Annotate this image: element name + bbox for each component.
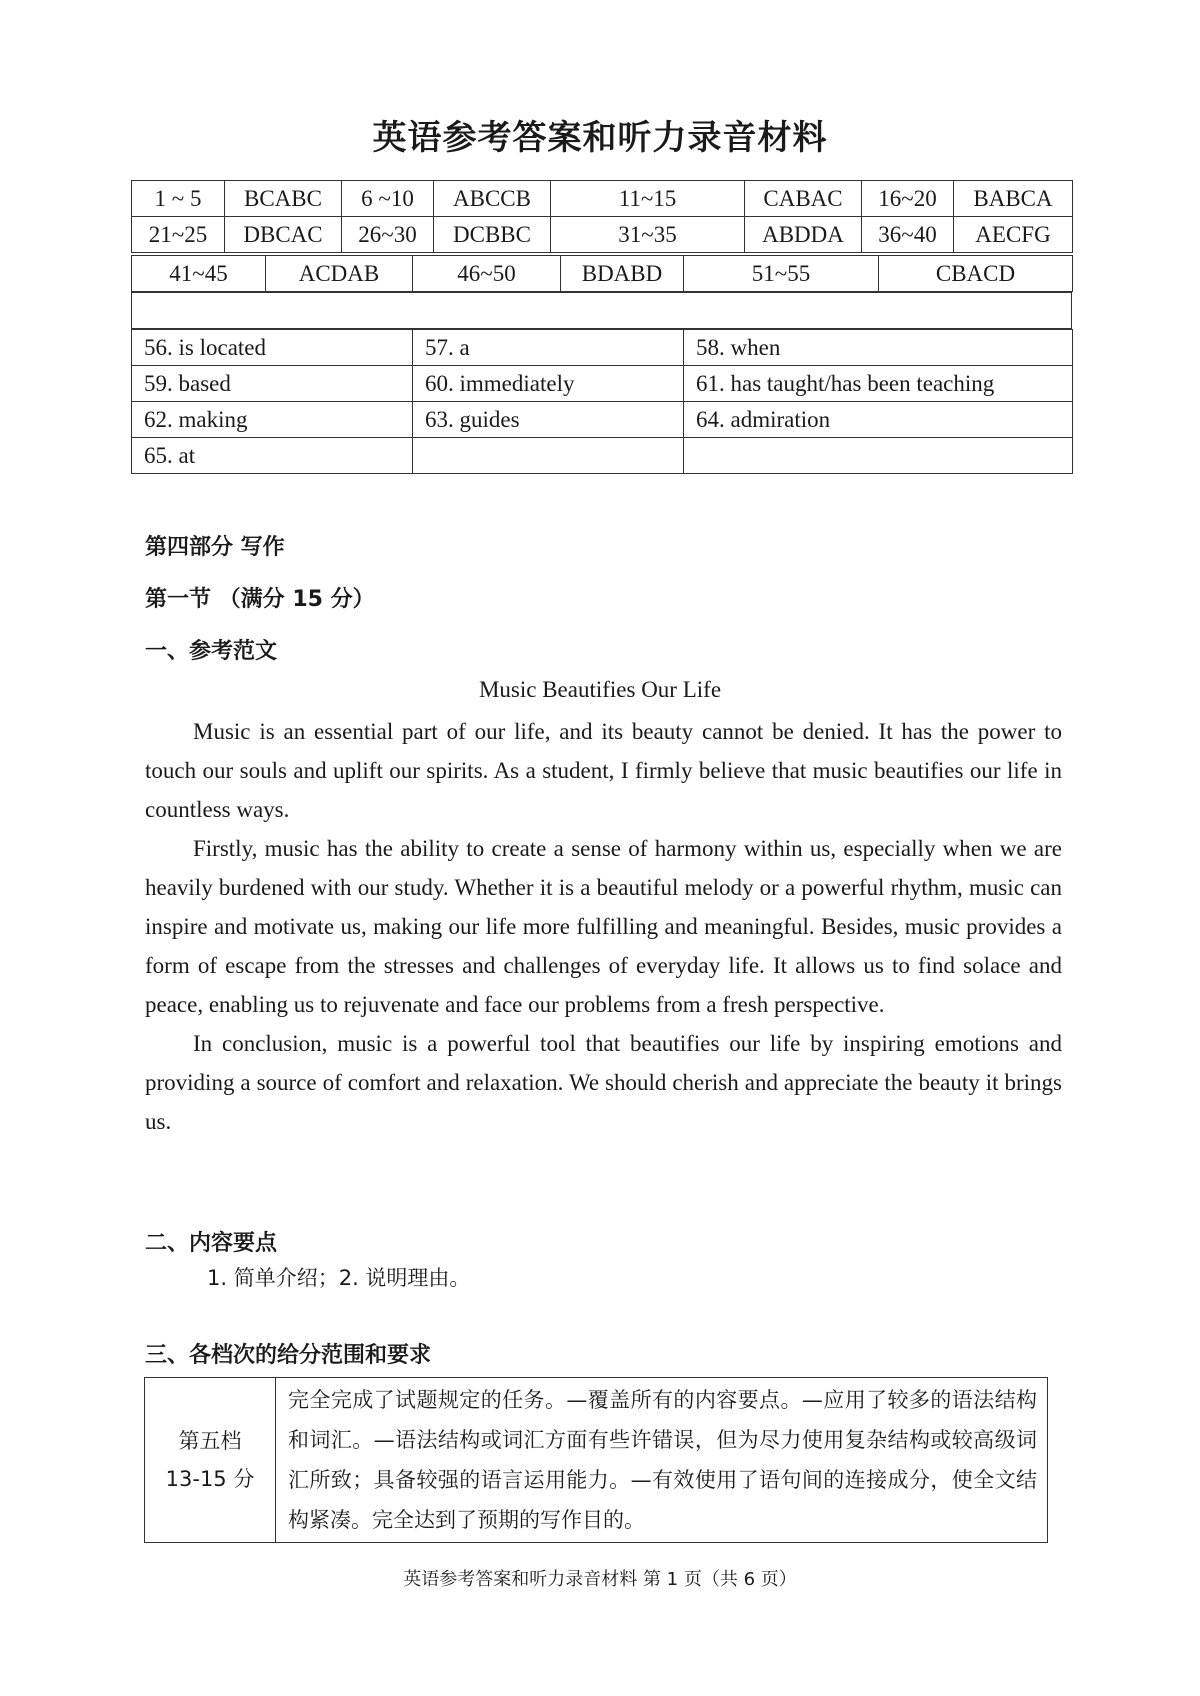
fill-row (132, 402, 1073, 438)
answer-key: ABCCB (434, 181, 551, 217)
fill-answer: 59. based (132, 366, 413, 402)
fill-answer: 64. admiration (684, 402, 1073, 438)
answer-key: CABAC (745, 181, 862, 217)
answer-key: ACDAB (266, 256, 413, 292)
fill-answer-table (131, 329, 1073, 474)
answer-table-41-55 (131, 255, 1073, 292)
answer-key: BDABD (561, 256, 684, 292)
essay-paragraph: Music is an essential part of our life, and its beauty cannot be denied. It has the power to touch our souls and uplift our spirits. As a student, I firmly believe that music beautifies our life in countless ways. (145, 719, 1062, 822)
grading-table (144, 1377, 1048, 1543)
sample-essay-heading: 一、参考范文 (145, 639, 278, 664)
section-heading: 第一节 （满分 15 分） (145, 587, 375, 612)
fill-answer: 58. when (684, 330, 1073, 366)
answer-range: 16~20 (862, 181, 954, 217)
grade-level: 第五档 (178, 1429, 242, 1453)
fill-answer: 56. is located (132, 330, 413, 366)
answer-range: 51~55 (684, 256, 879, 292)
grade-level-cell (145, 1378, 276, 1543)
answer-key: DCBBC (434, 217, 551, 253)
answer-range: 41~45 (132, 256, 266, 292)
answer-range: 11~15 (551, 181, 745, 217)
fill-answer: 62. making (132, 402, 413, 438)
essay-body (145, 712, 1062, 1141)
fill-row (132, 438, 1073, 474)
answer-range: 36~40 (862, 217, 954, 253)
fill-row (132, 366, 1073, 402)
grade-row (145, 1378, 1048, 1543)
page-title: 英语参考答案和听力录音材料 (372, 118, 828, 158)
fill-answer: 57. a (413, 330, 684, 366)
answer-key: DBCAC (225, 217, 342, 253)
answer-key: CBACD (879, 256, 1073, 292)
essay-paragraph: Firstly, music has the ability to create a sense of harmony within us, especially when we are heavily burdened with our study. Whether it is a beautiful melody or a powerful rhythm, music can inspire and motivate us, making our life more fulfilling and meaningful. Besides, music provides a form of escape from the stresses and challenges of everyday life. It allows us to find solace and peace, enabling us to rejuvenate and face our problems from a fresh perspective. (145, 836, 1062, 1017)
answer-key: BCABC (225, 181, 342, 217)
part-heading: 第四部分 写作 (145, 535, 285, 560)
answer-range: 6 ~10 (342, 181, 434, 217)
essay-paragraph: In conclusion, music is a powerful tool that beautifies our life by inspiring emotions and providing a source of comfort and relaxation. We should cherish and appreciate the beauty it brings us. (145, 1031, 1062, 1134)
content-points-heading: 二、内容要点 (145, 1231, 278, 1256)
answer-table-1-40 (131, 180, 1073, 253)
answer-key: ABDDA (745, 217, 862, 253)
answer-range: 31~35 (551, 217, 745, 253)
grade-range: 13-15 分 (165, 1467, 255, 1491)
fill-answer: 63. guides (413, 402, 684, 438)
answer-range: 46~50 (413, 256, 561, 292)
answer-row-3 (132, 256, 1073, 292)
answer-row-1 (132, 181, 1073, 217)
answer-key: AECFG (954, 217, 1073, 253)
fill-answer: 60. immediately (413, 366, 684, 402)
fill-answer (684, 438, 1073, 474)
grading-heading: 三、各档次的给分范围和要求 (145, 1343, 432, 1368)
answer-table-spacer (131, 292, 1072, 329)
fill-answer: 65. at (132, 438, 413, 474)
answer-range: 26~30 (342, 217, 434, 253)
page-footer: 英语参考答案和听力录音材料 第 1 页（共 6 页） (403, 1569, 797, 1590)
fill-row (132, 330, 1073, 366)
content-points-text: 1. 简单介绍；2. 说明理由。 (207, 1266, 471, 1290)
empty-cell (132, 293, 1072, 329)
fill-answer (413, 438, 684, 474)
fill-answer: 61. has taught/has been teaching (684, 366, 1073, 402)
answer-range: 21~25 (132, 217, 225, 253)
answer-key: BABCA (954, 181, 1073, 217)
grade-description: 完全完成了试题规定的任务。—覆盖所有的内容要点。—应用了较多的语法结构和词汇。—语法结构或词汇方面有些许错误，但为尽力使用复杂结构或较高级词汇所致；具备较强的语言运用能力。—有效使用了语句间的连接成分，使全文结构紧凑。完全达到了预期的写作目的。 (276, 1378, 1048, 1543)
answer-row-2 (132, 217, 1073, 253)
answer-range: 1 ~ 5 (132, 181, 225, 217)
essay-title: Music Beautifies Our Life (478, 677, 722, 702)
